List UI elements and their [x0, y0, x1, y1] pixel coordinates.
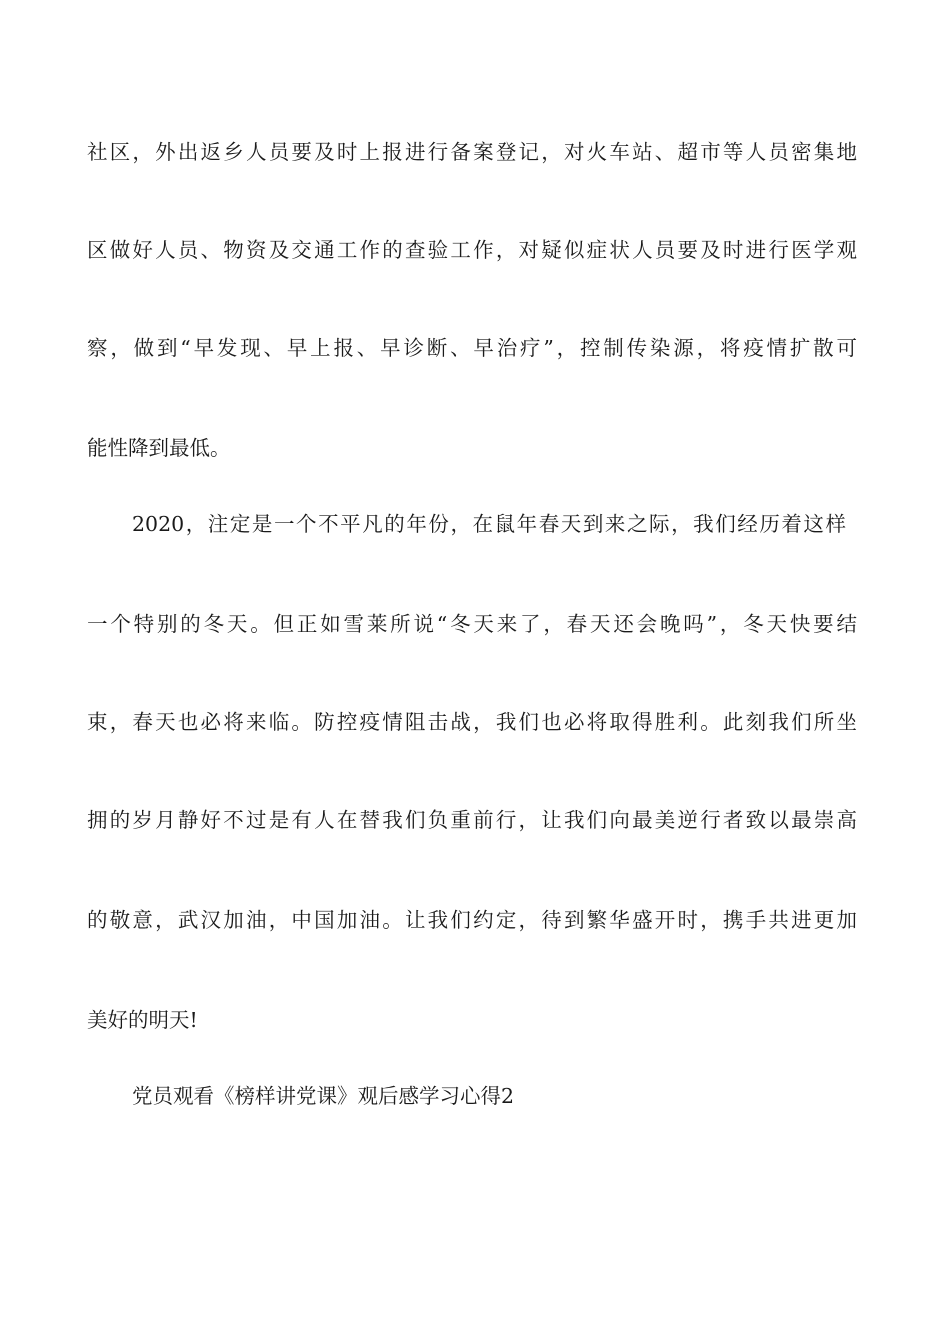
section-heading: 党员观看《榜样讲党课》观后感学习心得2 — [132, 1084, 515, 1108]
paragraph-2-line-5: 的敬意，武汉加油，中国加油。让我们约定，待到繁华盛开时，携手共进更加 — [87, 908, 857, 932]
paragraph-2-line-6: 美好的明天! — [87, 1008, 198, 1032]
paragraph-line-4: 能性降到最低。 — [87, 436, 231, 460]
paragraph-line-3: 察，做到“早发现、早上报、早诊断、早治疗”，控制传染源，将疫情扩散可 — [87, 336, 857, 360]
paragraph-2-line-1: 2020，注定是一个不平凡的年份，在鼠年春天到来之际，我们经历着这样 — [132, 512, 846, 536]
paragraph-2-line-3: 束，春天也必将来临。防控疫情阻击战，我们也必将取得胜利。此刻我们所坐 — [87, 710, 857, 734]
paragraph-2-line-4: 拥的岁月静好不过是有人在替我们负重前行，让我们向最美逆行者致以最崇高 — [87, 808, 857, 832]
paragraph-line-2: 区做好人员、物资及交通工作的查验工作，对疑似症状人员要及时进行医学观 — [87, 238, 857, 262]
paragraph-2-line-2: 一个特别的冬天。但正如雪莱所说“冬天来了，春天还会晚吗”，冬天快要结 — [87, 612, 857, 636]
paragraph-line-1: 社区，外出返乡人员要及时上报进行备案登记，对火车站、超市等人员密集地 — [87, 140, 857, 164]
